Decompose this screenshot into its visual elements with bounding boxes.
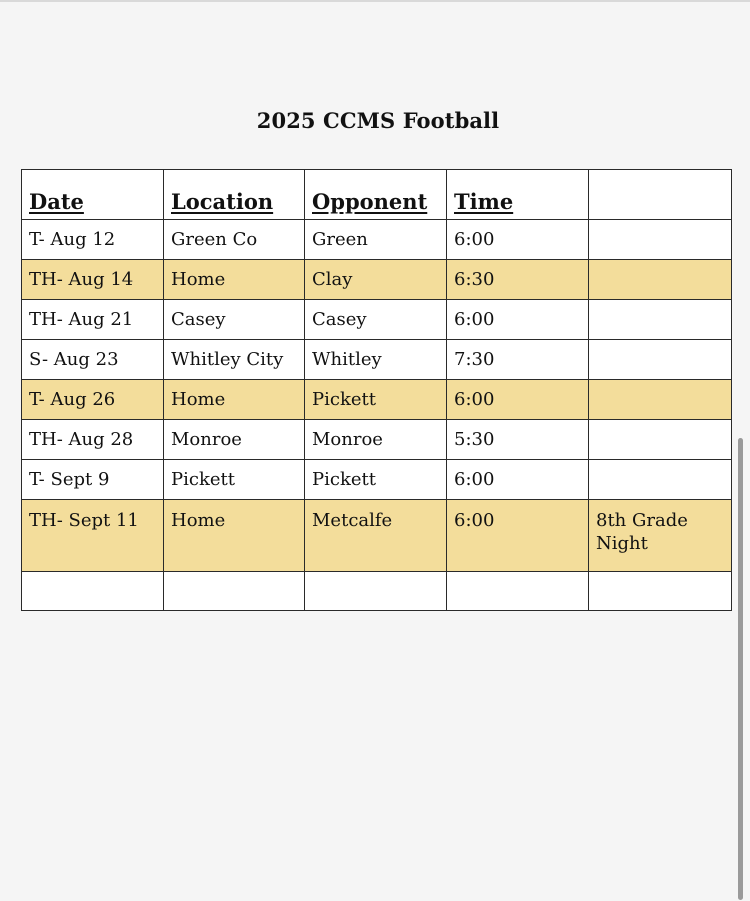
cell-date: TH- Aug 28 xyxy=(22,420,164,460)
cell-opponent: Whitley xyxy=(305,340,447,380)
table-row xyxy=(22,340,732,380)
header-notes xyxy=(589,170,732,220)
cell-time: 6:00 xyxy=(447,220,589,260)
cell-notes xyxy=(589,380,732,420)
cell-date: TH- Sept 11 xyxy=(22,500,164,572)
cell-notes: 8th Grade Night xyxy=(589,500,732,572)
header-row xyxy=(22,170,732,220)
cell-location: Pickett xyxy=(164,460,305,500)
cell-location: Green Co xyxy=(164,220,305,260)
cell-opponent: Metcalfe xyxy=(305,500,447,572)
cell-location: Home xyxy=(164,260,305,300)
table-row xyxy=(22,500,732,572)
cell-location: Home xyxy=(164,380,305,420)
cell-location: Monroe xyxy=(164,420,305,460)
empty-cell xyxy=(305,572,447,611)
page-top-border xyxy=(0,0,750,2)
empty-cell xyxy=(22,572,164,611)
empty-cell xyxy=(589,572,732,611)
cell-time: 6:00 xyxy=(447,460,589,500)
page-title: 2025 CCMS Football xyxy=(256,108,500,133)
header-date: Date xyxy=(22,170,164,220)
cell-notes xyxy=(589,460,732,500)
cell-opponent: Pickett xyxy=(305,460,447,500)
table-row xyxy=(22,420,732,460)
cell-opponent: Pickett xyxy=(305,380,447,420)
cell-date: T- Aug 12 xyxy=(22,220,164,260)
cell-date: TH- Aug 21 xyxy=(22,300,164,340)
header-time: Time xyxy=(447,170,589,220)
cell-notes xyxy=(589,340,732,380)
cell-notes xyxy=(589,420,732,460)
header-location: Location xyxy=(164,170,305,220)
cell-notes xyxy=(589,260,732,300)
cell-location: Home xyxy=(164,500,305,572)
cell-notes xyxy=(589,300,732,340)
cell-location: Casey xyxy=(164,300,305,340)
cell-opponent: Clay xyxy=(305,260,447,300)
cell-opponent: Green xyxy=(305,220,447,260)
cell-time: 6:00 xyxy=(447,500,589,572)
cell-time: 6:00 xyxy=(447,300,589,340)
cell-date: T- Sept 9 xyxy=(22,460,164,500)
cell-time: 6:30 xyxy=(447,260,589,300)
table-row xyxy=(22,260,732,300)
cell-date: TH- Aug 14 xyxy=(22,260,164,300)
empty-cell xyxy=(164,572,305,611)
header-opponent: Opponent xyxy=(305,170,447,220)
cell-opponent: Monroe xyxy=(305,420,447,460)
scrollbar-thumb[interactable] xyxy=(738,438,743,900)
table-row xyxy=(22,220,732,260)
cell-notes xyxy=(589,220,732,260)
schedule-table xyxy=(21,169,732,611)
table-row xyxy=(22,380,732,420)
cell-location: Whitley City xyxy=(164,340,305,380)
cell-time: 7:30 xyxy=(447,340,589,380)
cell-time: 6:00 xyxy=(447,380,589,420)
cell-date: T- Aug 26 xyxy=(22,380,164,420)
cell-time: 5:30 xyxy=(447,420,589,460)
empty-cell xyxy=(447,572,589,611)
cell-opponent: Casey xyxy=(305,300,447,340)
table-row xyxy=(22,300,732,340)
empty-row xyxy=(22,572,732,611)
table-row xyxy=(22,460,732,500)
cell-date: S- Aug 23 xyxy=(22,340,164,380)
